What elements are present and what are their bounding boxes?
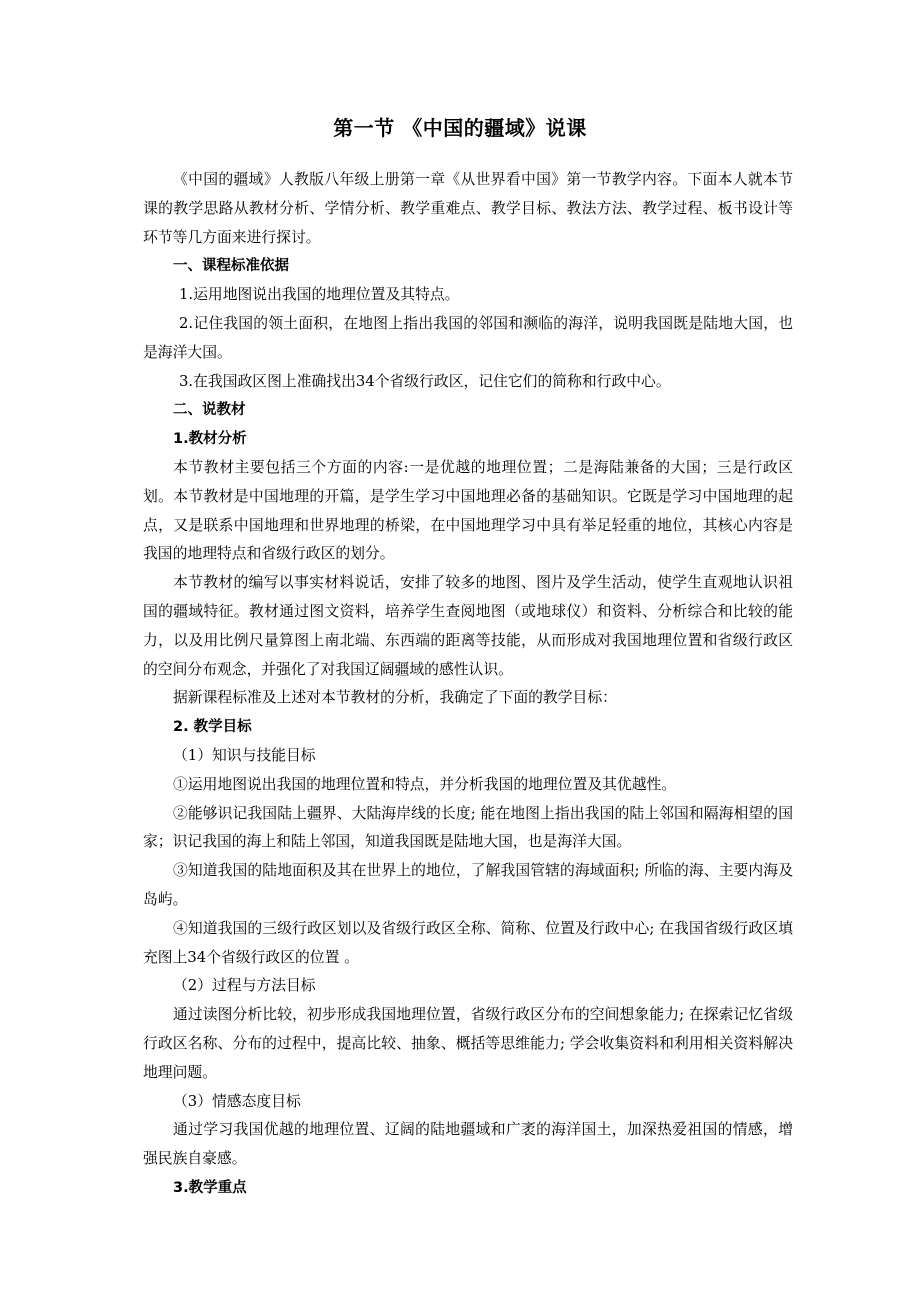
section-heading-textbook: 二、说教材 — [173, 402, 246, 419]
intro-paragraph: 《中国的疆域》人教版八年级上册第一章《从世界看中国》第一节教学内容。下面本人就本节课的教学思路从教材分析、学情分析、教学重难点、教学目标、教法方法、教学过程、板书设计等环节等几方面来进行探讨。 — [143, 171, 793, 246]
goal-emotion-heading: （3）情感态度目标 — [173, 1092, 301, 1110]
paragraph-textbook-writing: 本节教材的编写以事实材料说话，安排了较多的地图、图片及学生活动，使学生直观地认识祖国的疆域特征。教材通过图文资料，培养学生查阅地图（或地球仪）和资料、分析综合和比较的能力，以及用比例尺量算图上南北端、东西端的距离等技能，从而形成对我国地理位置和省级行政区的空间分布观念，并强化了对我国辽阔疆域的感性认识。 — [143, 574, 793, 678]
paragraph-textbook-content: 本节教材主要包括三个方面的内容:一是优越的地理位置；二是海陆兼备的大国；三是行政区划。本节教材是中国地理的开篇，是学生学习中国地理必备的基础知识。它既是学习中国地理的起点，又是联系中国地理和世界地理的桥梁，在中国地理学习中具有举足轻重的地位，其核心内容是我国的地理特点和省级行政区的划分。 — [143, 458, 793, 563]
curriculum-item-3: 3.在我国政区图上准确找出34个省级行政区，记住它们的简称和行政中心。 — [179, 372, 671, 390]
document-body — [143, 166, 793, 1203]
subheading-teaching-focus: 3.教学重点 — [173, 1179, 247, 1196]
paragraph-goal-intro: 据新课程标准及上述对本节教材的分析，我确定了下面的教学目标： — [173, 689, 617, 707]
section-heading-curriculum: 一、课程标准依据 — [173, 258, 289, 275]
page-title: 第一节 《中国的疆域》说课 — [333, 116, 587, 140]
goal-knowledge-item-1: ①运用地图说出我国的地理位置和特点，并分析我国的地理位置及其优越性。 — [173, 775, 677, 793]
goal-process-text: 通过读图分析比较，初步形成我国地理位置，省级行政区分布的空间想象能力; 在探索记忆省级行政区名称、分布的过程中，提高比较、抽象、概括等思维能力; 学会收集资料和利用相关资料解决地理问题。 — [143, 1006, 793, 1081]
subheading-teaching-goals: 2. 教学目标 — [173, 719, 252, 736]
curriculum-item-2: 2.记住我国的领土面积，在地图上指出我国的邻国和濒临的海洋，说明我国既是陆地大国，也是海洋大国。 — [143, 314, 793, 361]
curriculum-item-1: 1.运用地图说出我国的地理位置及其特点。 — [179, 286, 460, 304]
goal-knowledge-item-3: ③知道我国的陆地面积及其在世界上的地位，了解我国管辖的海域面积; 所临的海、主要内海及岛屿。 — [143, 862, 793, 908]
subheading-textbook-analysis: 1.教材分析 — [173, 431, 247, 448]
goal-emotion-text: 通过学习我国优越的地理位置、辽阔的陆地疆域和广袤的海洋国土，加深热爱祖国的情感，增强民族自豪感。 — [143, 1121, 793, 1168]
goal-process-heading: （2）过程与方法目标 — [173, 977, 316, 995]
goal-knowledge-heading: （1）知识与技能目标 — [173, 746, 316, 764]
goal-knowledge-item-4: ④知道我国的三级行政区划以及省级行政区全称、简称、位置及行政中心; 在我国省级行政区填充图上34个省级行政区的位置 。 — [143, 919, 793, 966]
goal-knowledge-item-2: ②能够识记我国陆上疆界、大陆海岸线的长度; 能在地图上指出我国的陆上邻国和隔海相望的国家；识记我国的海上和陆上邻国，知道我国既是陆地大国，也是海洋大国。 — [143, 804, 793, 851]
